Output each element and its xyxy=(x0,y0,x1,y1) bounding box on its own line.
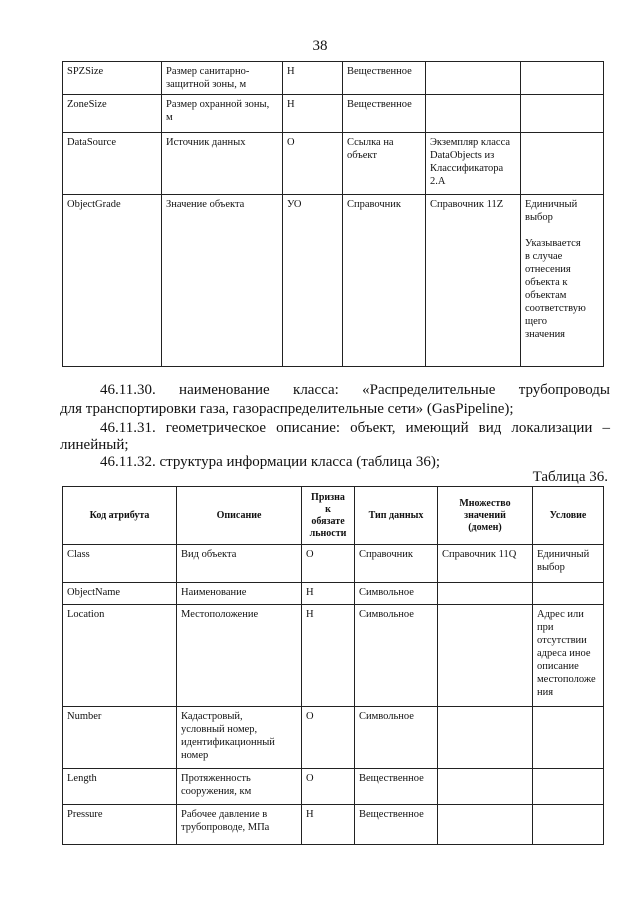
cell-desc: Наименование xyxy=(177,583,302,605)
cell-desc: Протяженность сооружения, км xyxy=(177,769,302,805)
cell-desc: Рабочее давление в трубопроводе, МПа xyxy=(177,805,302,845)
cell-flag: О xyxy=(302,545,355,583)
cell-code: ObjectGrade xyxy=(63,195,162,367)
cell-type: Вещественное xyxy=(355,769,438,805)
cell-desc: Размер охранной зоны, м xyxy=(162,95,283,133)
header-flag: Призна к обязате льности xyxy=(302,487,355,545)
cell-condition xyxy=(533,769,604,805)
cell-condition xyxy=(521,95,604,133)
cell-domain xyxy=(438,769,533,805)
attributes-table-36 xyxy=(62,486,604,845)
paragraph-class-name: 46.11.30. наименование класса: «Распределительные трубопроводы xyxy=(100,382,610,398)
cell-domain xyxy=(438,707,533,769)
cell-domain xyxy=(426,95,521,133)
table-header-row xyxy=(63,487,604,545)
cell-type: Вещественное xyxy=(343,95,426,133)
cell-type: Символьное xyxy=(355,605,438,707)
cell-condition xyxy=(533,583,604,605)
cell-flag: Н xyxy=(302,583,355,605)
table-row xyxy=(63,62,604,95)
table-row xyxy=(63,95,604,133)
table-row xyxy=(63,195,604,367)
cell-flag: УО xyxy=(283,195,343,367)
paragraph-class-name-cont: для транспортировки газа, газораспределительные сети» (GasPipeline); xyxy=(60,401,514,417)
cell-type: Ссылка на объект xyxy=(343,133,426,195)
table-caption: Таблица 36. xyxy=(532,469,608,485)
cell-domain: Справочник 11Z xyxy=(426,195,521,367)
cell-domain: Справочник 11Q xyxy=(438,545,533,583)
cell-desc: Местоположение xyxy=(177,605,302,707)
cell-desc: Значение объекта xyxy=(162,195,283,367)
cell-condition: Единичный выбор xyxy=(533,545,604,583)
cell-condition xyxy=(533,707,604,769)
cell-code: Class xyxy=(63,545,177,583)
cell-domain: Экземпляр класса DataObjects из Классификатора 2.А xyxy=(426,133,521,195)
cell-flag: О xyxy=(302,769,355,805)
cell-flag: Н xyxy=(283,95,343,133)
cell-code: SPZSize xyxy=(63,62,162,95)
cell-flag: Н xyxy=(283,62,343,95)
cell-condition: Единичный выбор Указывается в случае отнесения объекта к объектам соответствую щего значения xyxy=(521,195,604,367)
page-number: 38 xyxy=(312,38,328,54)
table-row xyxy=(63,805,604,845)
table-row xyxy=(63,133,604,195)
cell-type: Символьное xyxy=(355,707,438,769)
cell-condition xyxy=(521,133,604,195)
cell-type: Вещественное xyxy=(355,805,438,845)
header-desc: Описание xyxy=(177,487,302,545)
cell-desc: Вид объекта xyxy=(177,545,302,583)
header-type: Тип данных xyxy=(355,487,438,545)
cell-type: Символьное xyxy=(355,583,438,605)
cell-domain xyxy=(438,605,533,707)
cell-desc: Кадастровый, условный номер, идентификационный номер xyxy=(177,707,302,769)
attributes-table-continued xyxy=(62,61,604,367)
cell-type: Вещественное xyxy=(343,62,426,95)
table-row xyxy=(63,707,604,769)
cell-domain xyxy=(426,62,521,95)
cell-domain xyxy=(438,583,533,605)
cell-code: ZoneSize xyxy=(63,95,162,133)
cell-code: DataSource xyxy=(63,133,162,195)
cell-condition xyxy=(521,62,604,95)
cell-flag: Н xyxy=(302,605,355,707)
cell-type: Справочник xyxy=(355,545,438,583)
cell-code: Number xyxy=(63,707,177,769)
cell-desc: Размер санитарно- защитной зоны, м xyxy=(162,62,283,95)
header-domain: Множество значений (домен) xyxy=(438,487,533,545)
cell-code: Pressure xyxy=(63,805,177,845)
table-row xyxy=(63,605,604,707)
table-row xyxy=(63,769,604,805)
cell-code: Location xyxy=(63,605,177,707)
cell-code: ObjectName xyxy=(63,583,177,605)
cell-desc: Источник данных xyxy=(162,133,283,195)
cell-type: Справочник xyxy=(343,195,426,367)
cell-condition: Адрес или при отсутствии адреса иное описание местоположе ния xyxy=(533,605,604,707)
paragraph-structure: 46.11.32. структура информации класса (таблица 36); xyxy=(100,454,441,470)
cell-flag: О xyxy=(283,133,343,195)
table-row xyxy=(63,583,604,605)
paragraph-geometry: 46.11.31. геометрическое описание: объект, имеющий вид локализации – xyxy=(100,420,610,436)
paragraph-geometry-cont: линейный; xyxy=(60,437,129,453)
cell-code: Length xyxy=(63,769,177,805)
table-row xyxy=(63,545,604,583)
header-code: Код атрибута xyxy=(63,487,177,545)
header-condition: Условие xyxy=(533,487,604,545)
cell-flag: О xyxy=(302,707,355,769)
cell-flag: Н xyxy=(302,805,355,845)
cell-domain xyxy=(438,805,533,845)
cell-condition xyxy=(533,805,604,845)
